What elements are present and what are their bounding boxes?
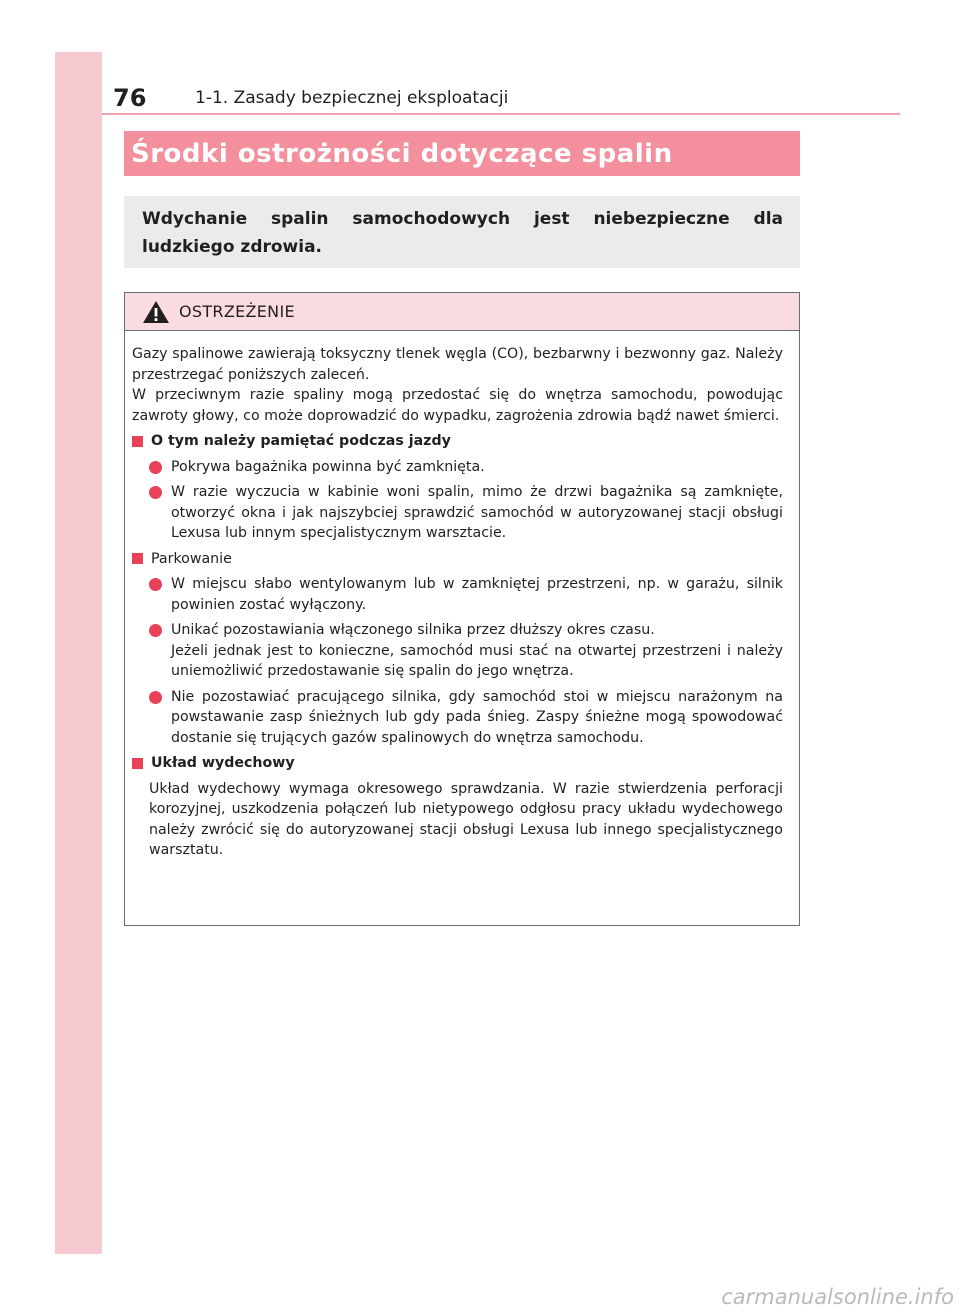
list-item: [132, 482, 783, 544]
list-item-text: Jeżeli jednak jest to konieczne, samochód musi stać na otwartej przestrzeni i należy uniemożliwić przedostawanie się spalin do jego wnętrza.: [171, 642, 783, 679]
intro-text: Wdychanie spalin samochodowych jest niebezpieczne dla ludzkiego zdrowia.: [142, 209, 783, 257]
intro-box: [124, 196, 800, 268]
list-item-text-group: [171, 620, 783, 682]
section-heading-driving: [132, 431, 783, 452]
square-bullet-icon: [132, 436, 143, 447]
round-bullet-icon: [149, 691, 162, 704]
chapter-title: 1-1. Zasady bezpiecznej eksploatacji: [195, 88, 509, 108]
round-bullet-icon: [149, 624, 162, 637]
section-heading-text: Parkowanie: [151, 550, 232, 567]
warning-lead-2: W przeciwnym razie spaliny mogą przedostać się do wnętrza samochodu, powodując zawroty głowy, co może doprowadzić do wypadku, zagrożenia zdrowia bądź nawet śmierci.: [132, 387, 783, 424]
page-number: 76: [113, 84, 147, 112]
list-item: [132, 620, 783, 682]
square-bullet-icon: [132, 553, 143, 564]
page-header: [113, 80, 508, 116]
round-bullet-icon: [149, 461, 162, 474]
section-title: Środki ostrożności dotyczące spalin: [124, 131, 800, 176]
section-text: Układ wydechowy wymaga okresowego sprawdzania. W razie stwierdzenia perforacji korozyjnej, uszkodzenia połączeń lub nietypowego odgłosu pracy układu wydechowego należy zwrócić się do autoryzowanej stacji obsługi Lexusa lub innego specjalistycznego warsztatu.: [149, 780, 783, 858]
section-heading-exhaust: [132, 753, 783, 774]
side-band: [55, 52, 102, 1254]
list-item-text: W razie wyczucia w kabinie woni spalin, mimo że drzwi bagażnika są zamknięte, otworzyć okna i jak najszybciej sprawdzić samochód w autoryzowanej stacji obsługi Lexusa lub innym specjalistycznym warsztacie.: [171, 484, 783, 541]
list-item-text: Pokrywa bagażnika powinna być zamknięta.: [171, 458, 485, 475]
list-item-text: Unikać pozostawiania włączonego silnika przez dłuższy okres czasu.: [171, 622, 655, 638]
warning-lead: Gazy spalinowe zawierają toksyczny tlenek węgla (CO), bezbarwny i bezwonny gaz. Należy przestrzegać poniższych zaleceń.: [132, 346, 783, 383]
header-divider: [102, 113, 900, 115]
warning-label: OSTRZEŻENIE: [179, 302, 295, 321]
list-item: [132, 574, 783, 615]
round-bullet-icon: [149, 486, 162, 499]
warning-box: [124, 292, 800, 926]
square-bullet-icon: [132, 758, 143, 769]
section-heading-text: Układ wydechowy: [151, 755, 295, 771]
list-item-text: Nie pozostawiać pracującego silnika, gdy samochód stoi w miejscu narażonym na powstawanie zasp śnieżnych lub gdy pada śnieg. Zaspy śnieżne mogą spowodować dostanie się trujących gazów spalinowych do wnętrza samochodu.: [171, 688, 783, 746]
round-bullet-icon: [149, 578, 162, 591]
watermark: carmanualsonline.info: [721, 1285, 954, 1309]
warning-header: [125, 293, 799, 331]
warning-triangle-icon: [142, 300, 170, 324]
list-item: [132, 687, 783, 749]
section-heading-text: O tym należy pamiętać podczas jazdy: [151, 433, 451, 449]
list-item-text: W miejscu słabo wentylowanym lub w zamkniętej przestrzeni, np. w garażu, silnik powinien zostać wyłączony.: [171, 576, 783, 613]
section-heading-parking: [132, 549, 783, 570]
warning-body: [125, 331, 799, 861]
list-item: [132, 457, 783, 478]
